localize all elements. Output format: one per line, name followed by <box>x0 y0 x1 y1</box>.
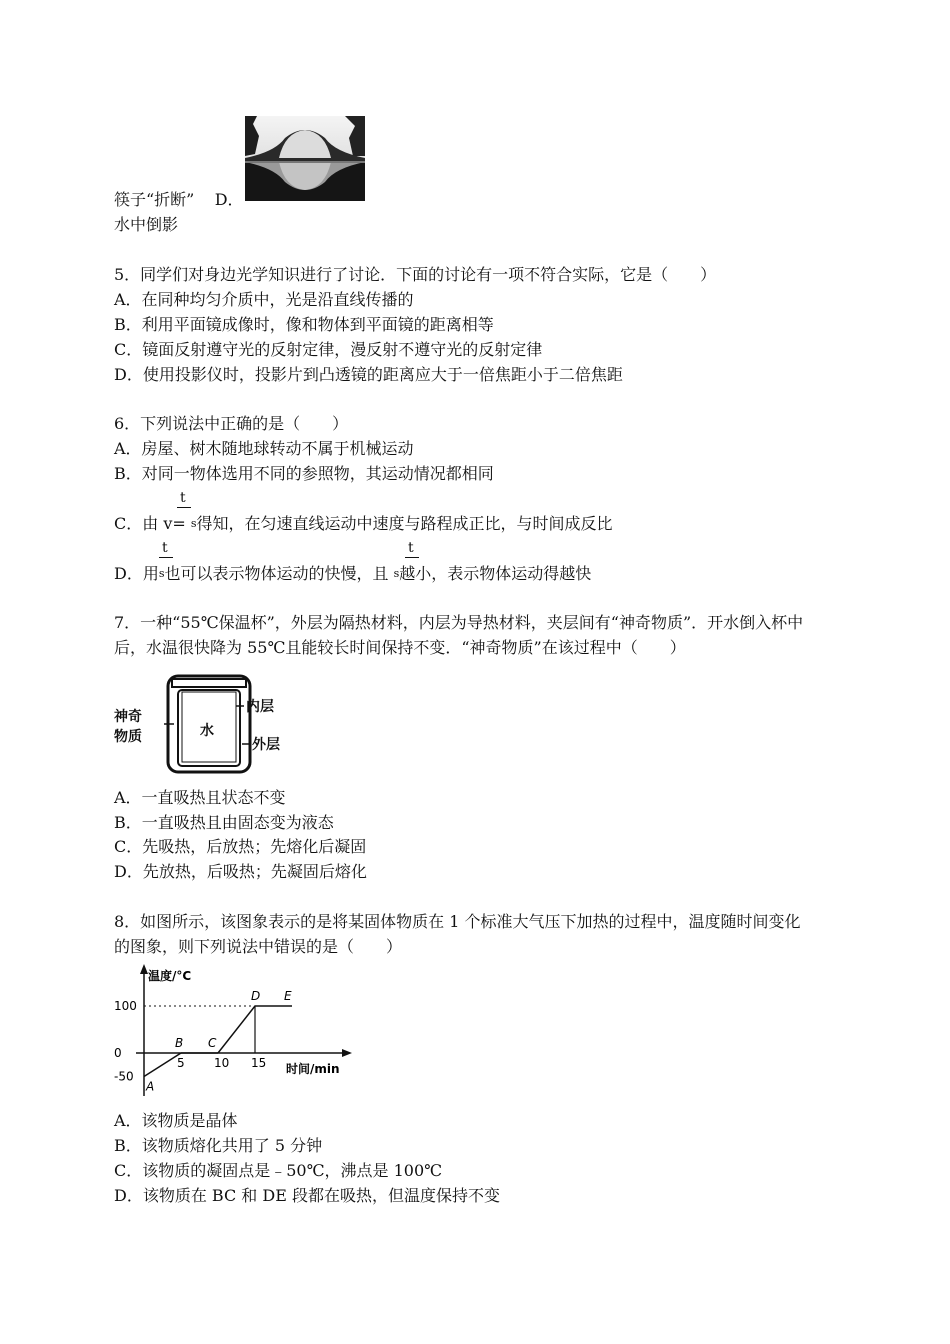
series-segment-CD <box>218 1006 255 1053</box>
q6-c-fraction-bar <box>177 507 191 508</box>
y-tick-label: 100 <box>114 999 137 1013</box>
cup-label-left-1: 神奇 <box>114 709 142 725</box>
x-tick-label: 10 <box>214 1056 230 1070</box>
q6-option-a: A．房屋、树木随地球转动不属于机械运动 <box>114 439 414 458</box>
q6-d-fraction-bottom-2: s <box>393 567 400 580</box>
q6-d-fraction-bottom-1: s <box>158 567 165 580</box>
q7-stem-line1: 7．一种“55℃保温杯”，外层为隔热材料，内层为导热材料，夹层间有“神奇物质”．开水倒入杯中 <box>114 613 804 632</box>
point-label-B: B <box>175 1036 184 1050</box>
point-label-A: A <box>146 1079 155 1094</box>
q6-c-prefix: C．由 v= <box>114 514 186 533</box>
q8-stem-line1: 8．如图所示，该图象表示的是将某固体物质在 1 个标准大气压下加热的过程中，温度随时间变化 <box>114 912 801 931</box>
cup-label-water: 水 <box>200 723 214 739</box>
q6-d-suffix: 越小，表示物体运动得越快 <box>399 564 592 583</box>
thermos-cup-figure <box>112 672 292 776</box>
temperature-time-chart <box>110 962 360 1102</box>
q5-stem: 5．同学们对身边光学知识进行了讨论．下面的讨论有一项不符合实际，它是（ ） <box>114 265 717 284</box>
q6-d-fraction-bar-2 <box>405 557 419 558</box>
q8-option-c: C．该物质的凝固点是﹣50℃，沸点是 100℃ <box>114 1161 443 1180</box>
q8-option-d: D．该物质在 BC 和 DE 段都在吸热，但温度保持不变 <box>114 1186 500 1205</box>
bridge-reflection-image <box>245 116 365 201</box>
q8-option-b: B．该物质熔化共用了 5 分钟 <box>114 1136 323 1155</box>
option-c-tail: 筷子“折断” <box>114 190 195 209</box>
q6-option-c <box>114 514 613 534</box>
q5-option-b: B．利用平面镜成像时，像和物体到平面镜的距离相等 <box>114 315 494 334</box>
x-tick-label: 15 <box>251 1056 267 1070</box>
q6-d-mid: 也可以表示物体运动的快慢，且 <box>164 564 389 583</box>
q6-stem: 6．下列说法中正确的是（ ） <box>114 414 349 433</box>
q6-c-fraction-bottom: s <box>190 517 197 530</box>
cup-label-outer: 外层 <box>252 737 280 753</box>
point-label-E: E <box>284 989 292 1003</box>
y-tick-label: 0 <box>114 1046 122 1060</box>
q7-option-d: D．先放热，后吸热；先凝固后熔化 <box>114 862 367 881</box>
q8-stem-line2: 的图象，则下列说法中错误的是（ ） <box>114 937 403 956</box>
q6-c-suffix: 得知，在匀速直线运动中速度与路程成正比，与时间成反比 <box>196 514 613 533</box>
q6-d-fraction-top-1: t <box>162 540 168 556</box>
x-axis-label: 时间/min <box>286 1062 340 1076</box>
q6-c-fraction-top: t <box>180 490 186 506</box>
y-axis-arrow <box>140 964 148 974</box>
q5-option-c: C．镜面反射遵守光的反射定律，漫反射不遵守光的反射定律 <box>114 340 543 359</box>
x-tick-label: 5 <box>177 1056 185 1070</box>
q6-option-b: B．对同一物体选用不同的参照物，其运动情况都相同 <box>114 464 494 483</box>
q5-option-a: A．在同种均匀介质中，光是沿直线传播的 <box>114 290 414 309</box>
cup-label-left-2: 物质 <box>114 729 142 745</box>
q5-option-d: D．使用投影仪时，投影片到凸透镜的距离应大于一倍焦距小于二倍焦距 <box>114 365 623 384</box>
option-d-label: D． <box>214 190 244 209</box>
option-c-tail-line <box>114 190 244 210</box>
q6-d-fraction-bar-1 <box>159 557 173 558</box>
q7-option-b: B．一直吸热且由固态变为液态 <box>114 813 334 832</box>
cup-label-inner: 内层 <box>246 699 274 715</box>
q8-option-a: A．该物质是晶体 <box>114 1111 238 1130</box>
q6-option-d <box>114 564 591 584</box>
q7-option-c: C．先吸热，后放热；先熔化后凝固 <box>114 837 367 856</box>
point-label-C: C <box>208 1036 217 1050</box>
series-segment-AB <box>144 1053 181 1077</box>
x-axis-arrow <box>342 1049 352 1057</box>
y-axis-label: 温度/°C <box>148 969 192 983</box>
q6-d-prefix: D．用 <box>114 564 159 583</box>
option-d-caption: 水中倒影 <box>114 215 179 234</box>
q7-stem-line2: 后，水温很快降为 55℃且能较长时间保持不变．“神奇物质”在该过程中（ ） <box>114 638 686 657</box>
point-label-D: D <box>251 989 261 1003</box>
q7-option-a: A．一直吸热且状态不变 <box>114 788 286 807</box>
q6-d-fraction-top-2: t <box>408 540 414 556</box>
y-tick-label: -50 <box>114 1069 134 1084</box>
